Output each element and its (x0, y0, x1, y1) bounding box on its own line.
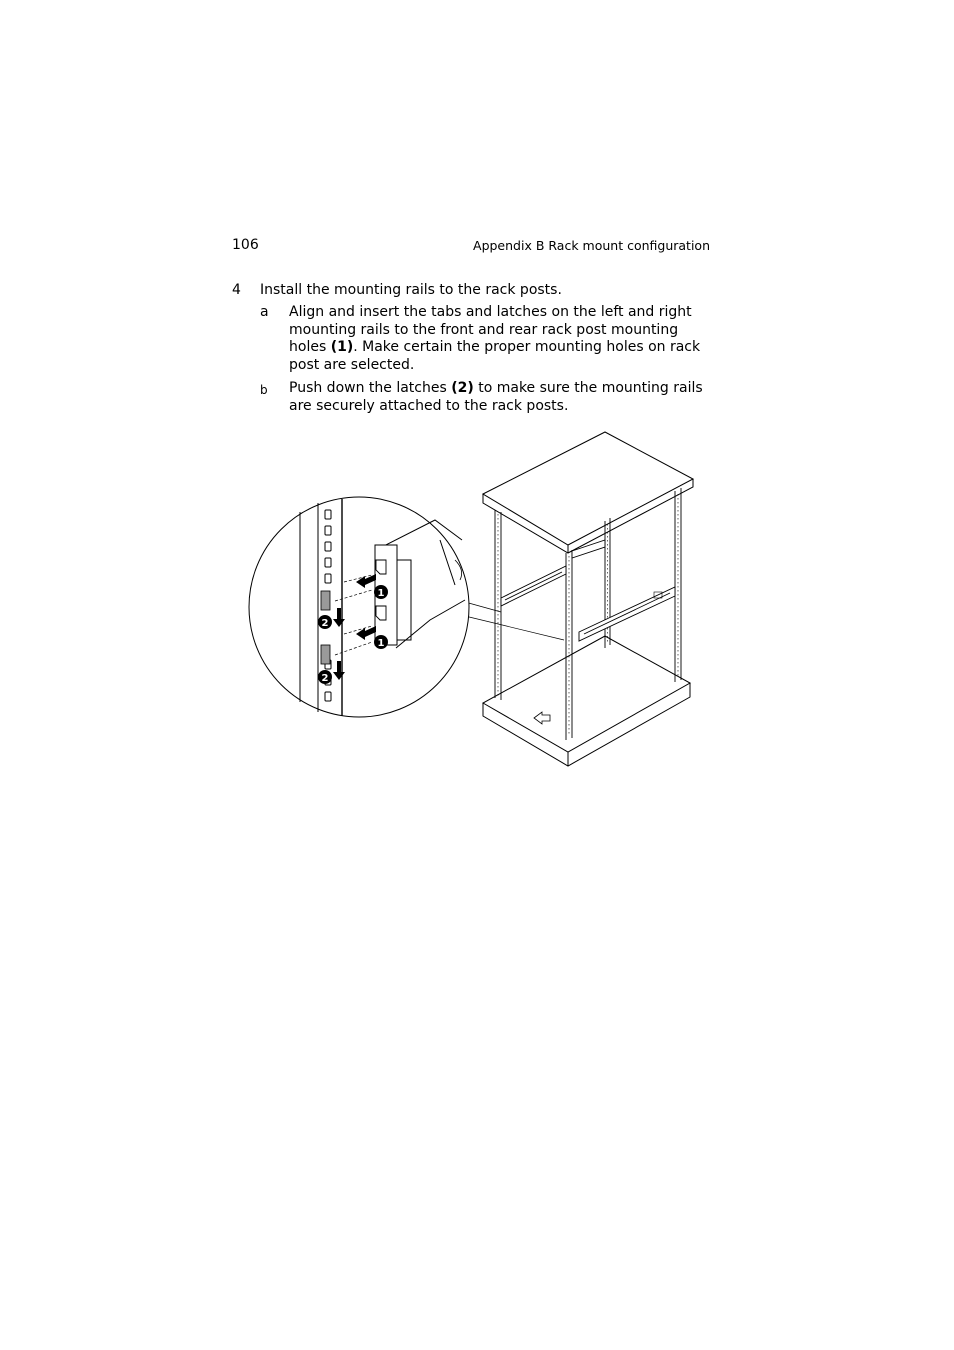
substep-text-after: to make sure the mounting rails are securely attached to the rack posts. (289, 380, 703, 414)
running-head: Appendix B Rack mount configuration (473, 238, 710, 253)
callout-2-top (318, 615, 332, 629)
substep-text-before: Align and insert the tabs and latches on the left and right mounting rails to the front and rear rack post mounting holes (289, 304, 692, 355)
substep-text-after: . Make certain the proper mounting holes on rack post are selected. (289, 339, 701, 373)
substep-body (289, 380, 709, 415)
page-number: 106 (232, 237, 259, 253)
substep-callout-ref: (2) (451, 380, 474, 396)
callout-2-bottom (318, 670, 332, 684)
detail-magnifier (249, 497, 469, 717)
substep-text-before: Push down the latches (289, 380, 452, 396)
step-number: 4 (232, 282, 241, 298)
callout-label: 1 (377, 638, 385, 649)
callout-1-top (374, 585, 388, 599)
callout-label: 1 (377, 588, 385, 599)
rack-mount-illustration (245, 428, 700, 773)
callout-label: 2 (321, 673, 329, 684)
substep-letter: b (260, 383, 268, 397)
rack-cabinet (465, 432, 693, 766)
callout-1-bottom (374, 635, 388, 649)
substep-body (289, 304, 709, 374)
substep-letter: a (260, 304, 269, 320)
substep-callout-ref: (1) (330, 339, 354, 355)
callout-label: 2 (321, 618, 329, 629)
step-text: Install the mounting rails to the rack posts. (260, 282, 562, 298)
